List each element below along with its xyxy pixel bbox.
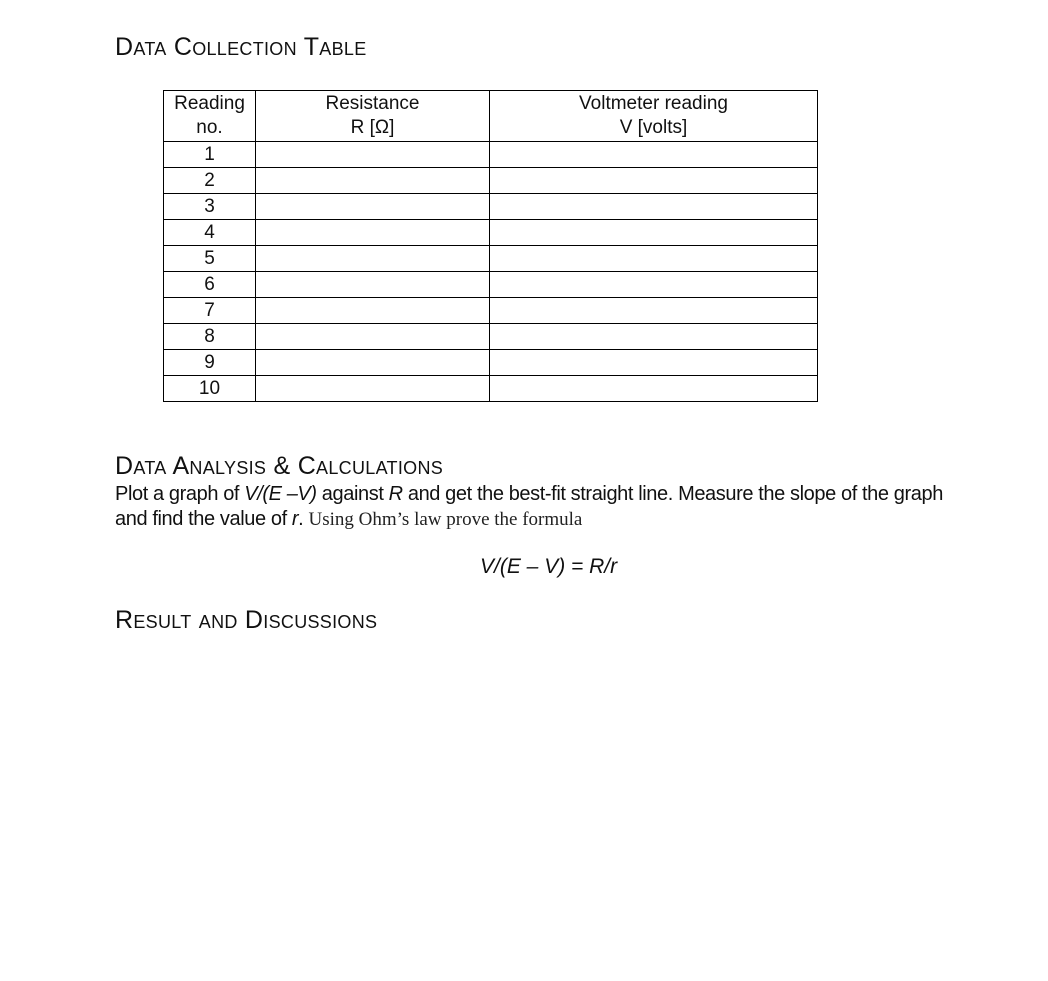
voltage-cell[interactable] bbox=[490, 376, 818, 402]
analysis-paragraph bbox=[115, 482, 995, 532]
results-heading: Result and Discussions bbox=[115, 606, 378, 634]
reading-no-cell: 5 bbox=[164, 246, 256, 272]
analysis-text-run: against bbox=[316, 483, 389, 505]
table-row bbox=[164, 168, 818, 194]
analysis-line-1 bbox=[115, 482, 995, 507]
analysis-expression: V/(E –V) bbox=[244, 483, 317, 505]
table-header-row bbox=[164, 91, 818, 142]
voltage-cell[interactable] bbox=[490, 272, 818, 298]
voltage-cell[interactable] bbox=[490, 194, 818, 220]
resistance-cell[interactable] bbox=[256, 220, 490, 246]
data-collection-table bbox=[163, 90, 818, 402]
reading-no-cell: 2 bbox=[164, 168, 256, 194]
resistance-cell[interactable] bbox=[256, 350, 490, 376]
ohms-law-instruction: Using Ohm’s law prove the formula bbox=[308, 509, 583, 530]
reading-no-cell: 1 bbox=[164, 142, 256, 168]
voltage-cell[interactable] bbox=[490, 324, 818, 350]
resistance-cell[interactable] bbox=[256, 142, 490, 168]
analysis-variable-r: r bbox=[291, 508, 299, 530]
table-row bbox=[164, 194, 818, 220]
reading-no-cell: 7 bbox=[164, 298, 256, 324]
header-reading-line1: Reading bbox=[174, 93, 245, 114]
reading-no-cell: 10 bbox=[164, 376, 256, 402]
analysis-text-run: Plot a graph of bbox=[115, 483, 245, 505]
reading-no-cell: 8 bbox=[164, 324, 256, 350]
analysis-text-run: and find the value of bbox=[115, 508, 292, 530]
analysis-text-run: . bbox=[298, 508, 309, 530]
table-row bbox=[164, 220, 818, 246]
analysis-variable-r-cap: R bbox=[388, 483, 403, 505]
voltage-cell[interactable] bbox=[490, 298, 818, 324]
resistance-cell[interactable] bbox=[256, 194, 490, 220]
table-row bbox=[164, 298, 818, 324]
table-row bbox=[164, 376, 818, 402]
resistance-cell[interactable] bbox=[256, 324, 490, 350]
analysis-line-2 bbox=[115, 507, 995, 532]
header-reading-line2: no. bbox=[196, 117, 223, 138]
reading-no-cell: 4 bbox=[164, 220, 256, 246]
resistance-cell[interactable] bbox=[256, 376, 490, 402]
header-resistance-line2: R [Ω] bbox=[350, 117, 395, 138]
analysis-text-run: and get the best-fit straight line. Measure the slope of the graph bbox=[402, 483, 943, 505]
resistance-cell[interactable] bbox=[256, 298, 490, 324]
data-collection-heading: Data Collection Table bbox=[115, 33, 367, 61]
resistance-cell[interactable] bbox=[256, 246, 490, 272]
table-row bbox=[164, 324, 818, 350]
voltage-cell[interactable] bbox=[490, 168, 818, 194]
header-reading-no bbox=[164, 91, 256, 142]
formula: V/(E – V) = R/r bbox=[480, 555, 618, 578]
voltage-cell[interactable] bbox=[490, 220, 818, 246]
voltage-cell[interactable] bbox=[490, 246, 818, 272]
reading-no-cell: 3 bbox=[164, 194, 256, 220]
table-row bbox=[164, 350, 818, 376]
table-row bbox=[164, 272, 818, 298]
header-voltmeter-line2: V [volts] bbox=[619, 117, 688, 138]
resistance-cell[interactable] bbox=[256, 272, 490, 298]
reading-no-cell: 6 bbox=[164, 272, 256, 298]
table-row bbox=[164, 142, 818, 168]
voltage-cell[interactable] bbox=[490, 142, 818, 168]
header-voltmeter bbox=[490, 91, 818, 142]
voltage-cell[interactable] bbox=[490, 350, 818, 376]
header-voltmeter-line1: Voltmeter reading bbox=[579, 93, 728, 114]
reading-no-cell: 9 bbox=[164, 350, 256, 376]
header-resistance bbox=[256, 91, 490, 142]
table-row bbox=[164, 246, 818, 272]
data-analysis-heading: Data Analysis & Calculations bbox=[115, 452, 444, 480]
header-resistance-line1: Resistance bbox=[325, 93, 420, 114]
resistance-cell[interactable] bbox=[256, 168, 490, 194]
